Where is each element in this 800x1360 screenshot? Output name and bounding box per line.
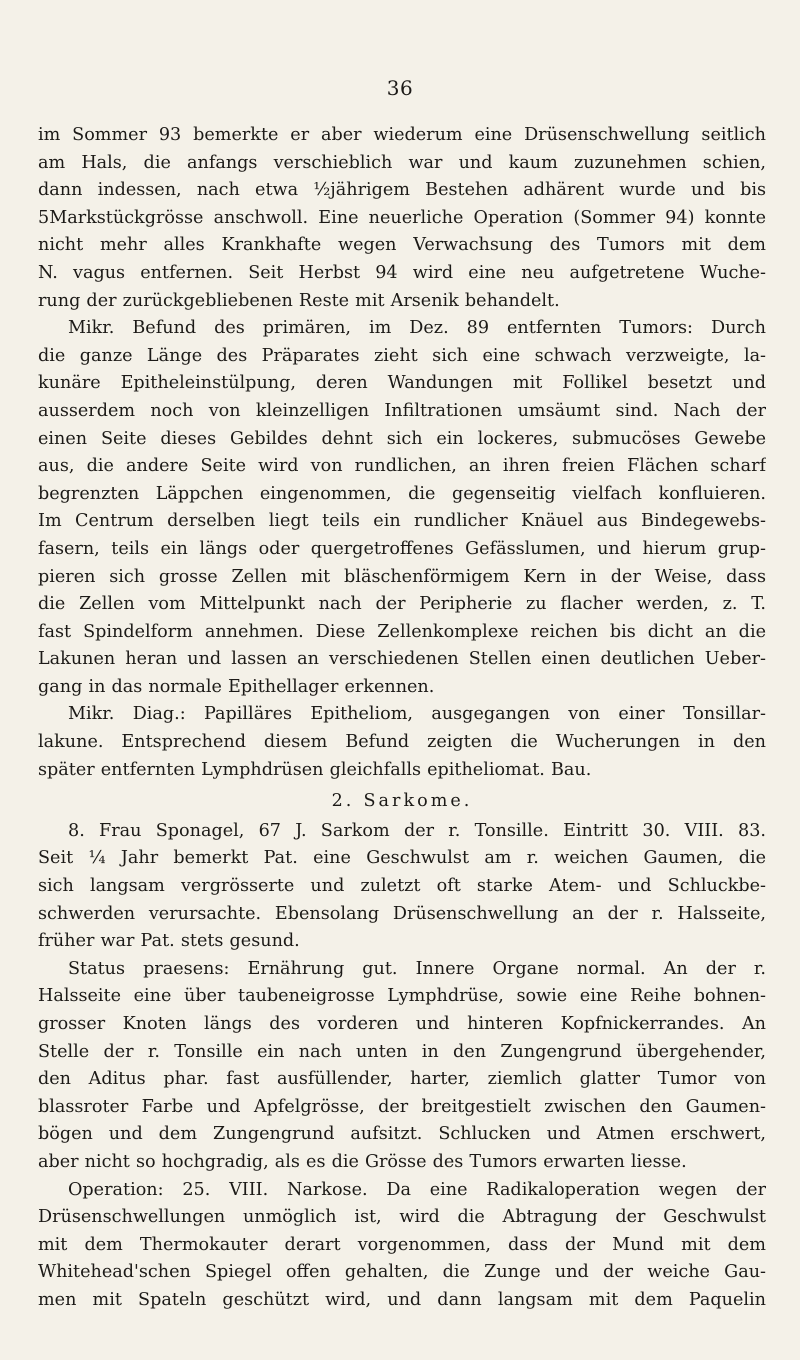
text-line: Seit ¼ Jahr bemerkt Pat. eine Geschwulst am r. weichen Gaumen, die xyxy=(38,848,766,869)
text-line: 5Markstückgrösse anschwoll. Eine neuerliche Operation (Sommer 94) konnte xyxy=(38,207,766,228)
text-line: am Hals, die anfangs verschieblich war und kaum zuzunehmen schien, xyxy=(38,152,766,173)
text-line: nicht mehr alles Krankhafte wegen Verwachsung des Tumors mit dem xyxy=(38,235,766,256)
text-line: schwerden verursachte. Ebensolang Drüsenschwellung an der r. Halsseite, xyxy=(38,903,766,924)
text-line: rung der zurückgebliebenen Reste mit Arsenik behandelt. xyxy=(38,290,560,311)
paragraph-group-tumor-report xyxy=(38,122,766,784)
text-line: dann indessen, nach etwa ½jährigem Bestehen adhärent wurde und bis xyxy=(38,180,766,201)
text-line: später entfernten Lymphdrüsen gleichfalls epitheliomat. Bau. xyxy=(38,759,592,780)
paragraph xyxy=(38,122,766,315)
paragraph-group-sarcoma-case xyxy=(38,818,766,1315)
text-line: kunäre Epitheleinstülpung, deren Wandungen mit Follikel besetzt und xyxy=(38,373,766,394)
text-line: gang in das normale Epithellager erkennen. xyxy=(38,676,435,697)
paragraph xyxy=(38,818,766,956)
paragraph xyxy=(38,956,766,1177)
text-line: lakune. Entsprechend diesem Befund zeigten die Wucherungen in den xyxy=(38,732,766,753)
text-line: einen Seite dieses Gebildes dehnt sich ein lockeres, submucöses Gewebe xyxy=(38,428,766,449)
text-line: Drüsenschwellungen unmöglich ist, wird die Abtragung der Geschwulst xyxy=(38,1207,766,1228)
text-line: fasern, teils ein längs oder quergetroffenes Gefässlumen, und hierum grup- xyxy=(38,538,766,559)
text-line: Status praesens: Ernährung gut. Innere Organe normal. An der r. xyxy=(68,958,766,979)
text-line: aber nicht so hochgradig, als es die Grösse des Tumors erwarten liesse. xyxy=(38,1151,687,1172)
text-line: sich langsam vergrösserte und zuletzt oft starke Atem- und Schluckbe- xyxy=(38,876,766,897)
text-line: grosser Knoten längs des vorderen und hinteren Kopfnickerrandes. An xyxy=(38,1014,766,1034)
paragraph xyxy=(38,1177,766,1315)
text-line: mit dem Thermokauter derart vorgenommen, dass der Mund mit dem xyxy=(38,1234,766,1255)
text-line: die Zellen vom Mittelpunkt nach der Peripherie zu flacher werden, z. T. xyxy=(38,594,766,615)
text-line: Whitehead'schen Spiegel offen gehalten, die Zunge und der weiche Gau- xyxy=(38,1262,766,1283)
text-line: Lakunen heran und lassen an verschiedenen Stellen einen deutlichen Ueber- xyxy=(38,649,766,670)
text-line: im Sommer 93 bemerkte er aber wiederum eine Drüsenschwellung seitlich xyxy=(38,125,766,145)
text-line: N. vagus entfernen. Seit Herbst 94 wird eine neu aufgetretene Wuche- xyxy=(38,262,766,283)
text-line: den Aditus phar. fast ausfüllender, harter, ziemlich glatter Tumor von xyxy=(38,1069,766,1090)
text-line: blassroter Farbe und Apfelgrösse, der breitgestielt zwischen den Gaumen- xyxy=(38,1096,766,1117)
text-line: die ganze Länge des Präparates zieht sich eine schwach verzweigte, la- xyxy=(38,345,766,366)
paragraph xyxy=(38,701,766,784)
text-line: Operation: 25. VIII. Narkose. Da eine Radikaloperation wegen der xyxy=(68,1179,766,1200)
text-line: fast Spindelform annehmen. Diese Zellenkomplexe reichen bis dicht an die xyxy=(38,621,766,642)
section-heading: 2. Sarkome. xyxy=(331,791,473,812)
page-number: 36 xyxy=(386,76,414,100)
text-line: ausserdem noch von kleinzelligen Infiltrationen umsäumt sind. Nach der xyxy=(38,400,766,421)
text-line: bögen und dem Zungengrund aufsitzt. Schlucken und Atmen erschwert, xyxy=(38,1124,766,1145)
page-body xyxy=(38,122,766,1315)
paragraph xyxy=(38,315,766,701)
text-line: früher war Pat. stets gesund. xyxy=(38,931,300,952)
text-line: Mikr. Befund des primären, im Dez. 89 entfernten Tumors: Durch xyxy=(68,318,766,339)
text-line: begrenzten Läppchen eingenommen, die gegenseitig vielfach konfluieren. xyxy=(38,483,766,504)
text-line: 8. Frau Sponagel, 67 J. Sarkom der r. Tonsille. Eintritt 30. VIII. 83. xyxy=(68,820,766,841)
text-line: Mikr. Diag.: Papilläres Epitheliom, ausgegangen von einer Tonsillar- xyxy=(68,704,766,725)
text-line: Stelle der r. Tonsille ein nach unten in den Zungengrund übergehender, xyxy=(38,1041,766,1062)
text-line: Im Centrum derselben liegt teils ein rundlicher Knäuel aus Bindegewebs- xyxy=(38,511,766,532)
text-line: Halsseite eine über taubeneigrosse Lymphdrüse, sowie eine Reihe bohnen- xyxy=(38,986,766,1007)
text-line: pieren sich grosse Zellen mit bläschenförmigem Kern in der Weise, dass xyxy=(38,566,766,587)
text-line: men mit Spateln geschützt wird, und dann langsam mit dem Paquelin xyxy=(38,1289,766,1310)
text-line: aus, die andere Seite wird von rundlichen, an ihren freien Flächen scharf xyxy=(38,456,766,477)
